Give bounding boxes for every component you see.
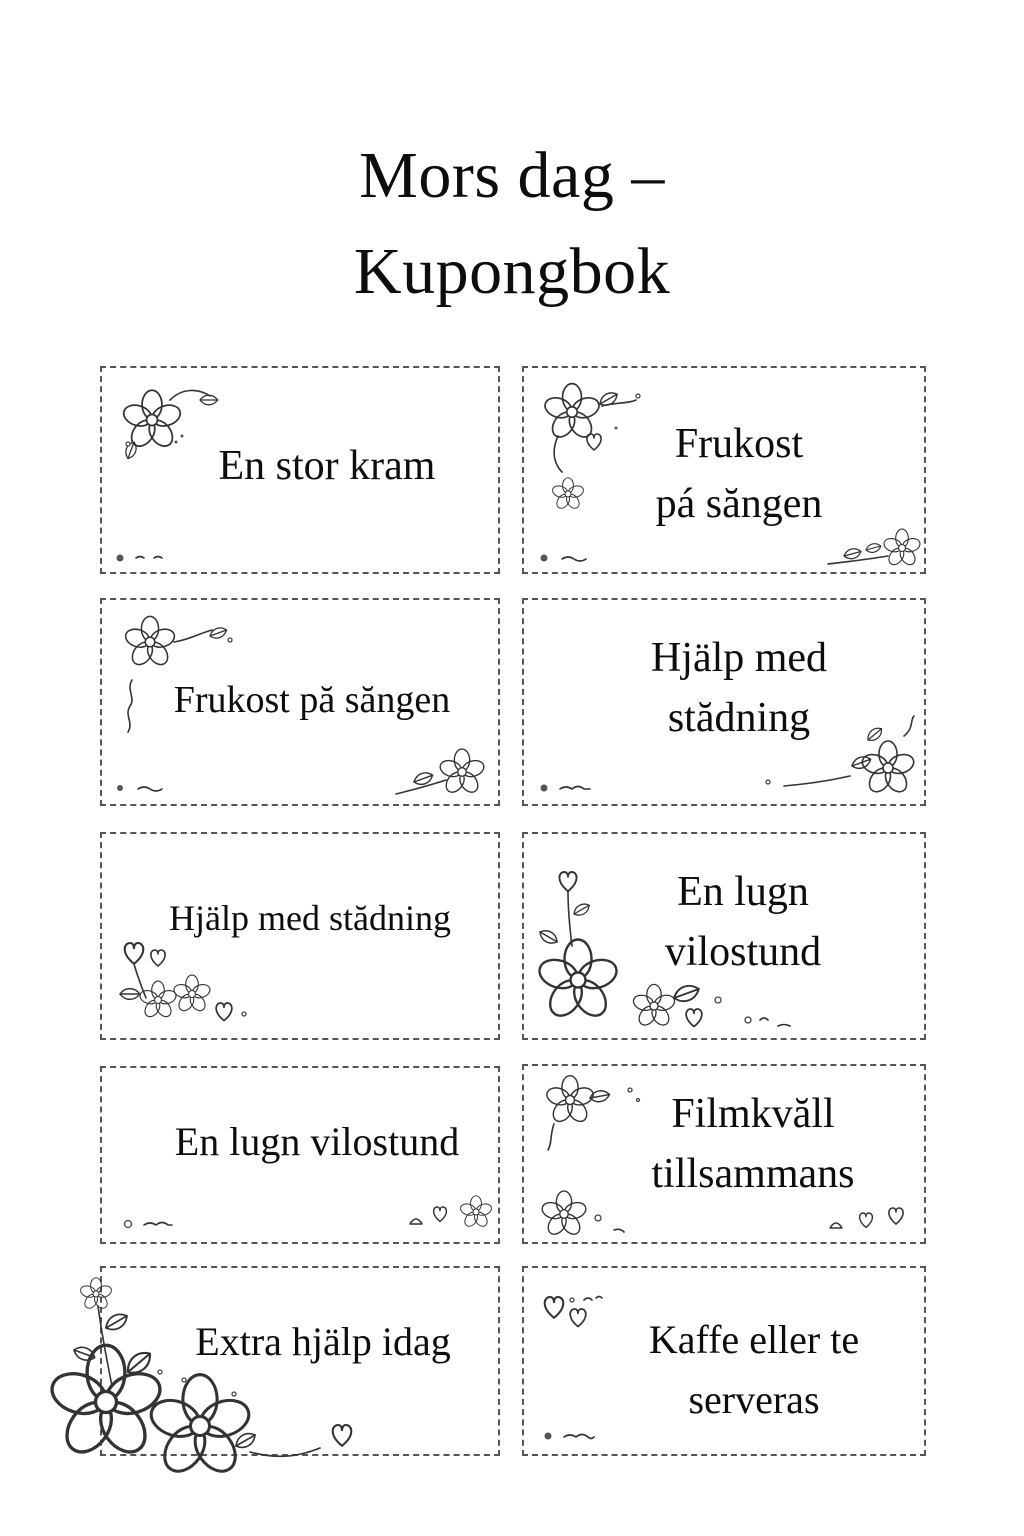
coupon-frukost-pa-sangen[interactable]	[522, 366, 926, 574]
coupon-text: Kaffe eller te serveras	[648, 1317, 860, 1422]
coupon-en-stor-kram[interactable]	[100, 366, 500, 574]
flower-doodle-icon	[116, 938, 266, 1032]
swirl-doodle-icon	[122, 1218, 192, 1230]
coupon-text: Frukost pá săngen	[655, 421, 823, 527]
coupon-text: En stor kram	[218, 443, 436, 489]
coupon-hjalp-med-stadning[interactable]	[522, 598, 926, 806]
flower-doodle-icon	[824, 528, 924, 572]
page-title	[0, 128, 1024, 320]
coupon-text: En lugn vilostund	[174, 1119, 460, 1164]
coupon-en-lugn-vilostund-2[interactable]	[100, 1066, 500, 1244]
coupon-text: Hjälp med stădning	[650, 635, 828, 741]
coupon-hjalp-med-stadning-2[interactable]	[100, 832, 500, 1040]
swirl-doodle-icon	[114, 552, 174, 564]
flower-doodle-icon	[406, 1194, 496, 1234]
coupon-filmkvall-tillsammans[interactable]	[522, 1064, 926, 1244]
heart-doodle-icon	[826, 1206, 916, 1236]
coupon-text: Frukost pă săngen	[173, 679, 451, 721]
coupon-kaffe-eller-te[interactable]	[522, 1266, 926, 1456]
flower-doodle-icon	[392, 746, 502, 806]
heart-doodle-icon	[540, 1290, 610, 1340]
swirl-doodle-icon	[538, 782, 608, 794]
swirl-doodle-icon	[542, 1430, 612, 1442]
coupon-text: Hjälp med stădning	[169, 898, 451, 938]
coupon-text: Extra hjälp idag	[195, 1319, 451, 1364]
swirl-doodle-icon	[114, 782, 184, 794]
coupon-en-lugn-vilostund[interactable]	[522, 832, 926, 1040]
coupon-text: En lugn vilostund	[664, 869, 822, 975]
coupon-text: Filmkvăll tillsammans	[651, 1091, 855, 1197]
swirl-doodle-icon	[538, 552, 608, 564]
coupon-frukost-pa-sangen-2[interactable]	[100, 598, 500, 806]
coupon-extra-hjalp-idag[interactable]	[100, 1266, 500, 1456]
title-line-2: Kupongbok	[353, 235, 671, 308]
title-line-1: Mors dag –	[359, 139, 665, 212]
